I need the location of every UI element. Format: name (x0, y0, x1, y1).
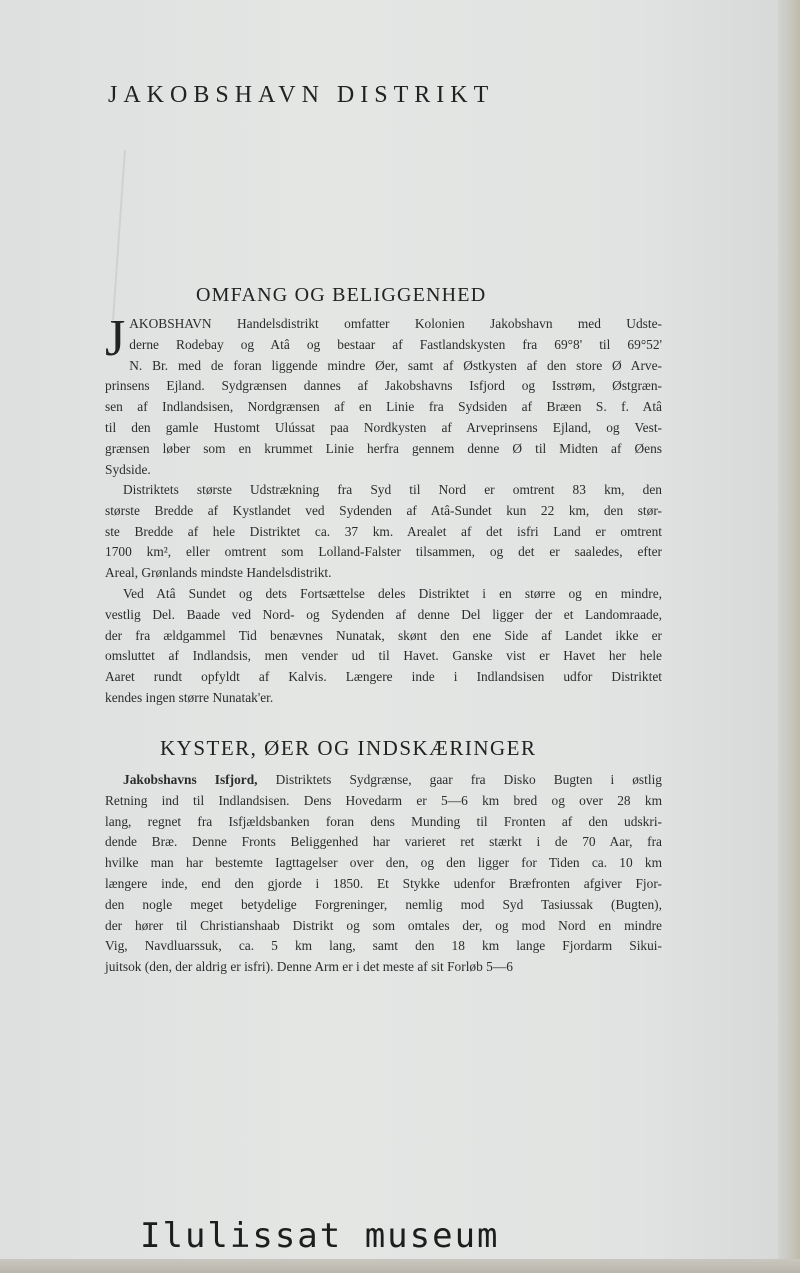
text-line: prinsens Ejland. Sydgrænsen dannes af Jakobshavns Isfjord og Isstrøm, Østgræn- (105, 378, 662, 394)
text-line: der fra ældgammel Tid benævnes Nunatak, skønt den ene Side af Landet ikke er (105, 627, 662, 643)
section-heading-omfang: OMFANG OG BELIGGENHED (196, 284, 487, 306)
text-line: hvilke man har bestemte Iagttagelser over den, og den ligger for Tiden ca. 10 km (105, 855, 662, 871)
paragraph-omfang-2 (105, 480, 662, 584)
drop-cap: J (105, 310, 126, 367)
text-line: der hører til Christianshaab Distrikt og som omtales der, og mod Nord en mindre (105, 917, 662, 933)
text-line: kendes ingen større Nunatak'er. (105, 689, 274, 705)
text-line: Distriktets største Udstrækning fra Syd til Nord er omtrent 83 km, den (123, 482, 662, 497)
text-line: Retning ind til Indlandsisen. Dens Hovedarm er 5—6 km bred og over 28 km (105, 792, 662, 808)
paper-crease (112, 150, 126, 320)
text-line: 1700 km², eller omtrent som Lolland-Falster tilsammen, og det er saaledes, efter (105, 544, 662, 560)
text-line: N. Br. med de foran liggende mindre Øer, samt af Østkysten af den store Ø Arve- (129, 357, 662, 373)
paragraph-omfang-1 (105, 310, 662, 480)
text-line: grænsen løber som en krummet Linie herfra gennem denne Ø til Midten af Øens (105, 440, 662, 456)
text-line: Areal, Grønlands mindste Handelsdistrikt. (105, 565, 332, 581)
museum-label: Ilulissat museum (140, 1216, 500, 1256)
document-title: JAKOBSHAVN DISTRIKT (108, 82, 495, 108)
text-line: længere inde, end den gjorde i 1850. Et Stykke udenfor Bræfronten afgiver Fjor- (105, 875, 662, 891)
text-line: Sydside. (105, 461, 151, 477)
paragraph-omfang-3 (105, 584, 662, 709)
page-edge (778, 0, 800, 1273)
text-line: AKOBSHAVN Handelsdistrikt omfatter Kolonien Jakobshavn med Udste- (129, 316, 662, 331)
text-line: den nogle meget betydelige Forgreninger, nemlig mod Syd Tasiussak (Bugten), (105, 896, 662, 912)
text-line: derne Rodebay og Atâ og bestaar af Fastlandskysten fra 69°8' til 69°52' (129, 336, 662, 352)
lead-rest: Distriktets Sydgrænse, gaar fra Disko Bugten i østlig (257, 772, 662, 787)
section-heading-kyster: KYSTER, ØER OG INDSKÆRINGER (160, 736, 537, 760)
text-line: juitsok (den, der aldrig er isfri). Denne Arm er i det meste af sit Forløb 5—6 (105, 959, 513, 975)
page-bottom-edge (0, 1259, 800, 1273)
text-line: lang, regnet fra Isfjældsbanken foran dens Munding til Fronten af den udskri- (105, 813, 662, 829)
text-line: til den gamle Hustomt Ulússat paa Nordkysten af Arveprinsens Ejland, og Vest- (105, 419, 662, 435)
text-line: omsluttet af Indlandsis, men vender ud til Havet. Ganske vist er Havet her hele (105, 648, 662, 664)
text-line: sen af Indlandsisen, Nordgrænsen af en Linie fra Sydsiden af Bræen S. f. Atâ (105, 399, 662, 415)
text-line: største Bredde af Kystlandet ved Sydenden af Atâ-Sundet kun 22 km, den stør- (105, 502, 662, 518)
text-line: vestlig Del. Baade ved Nord- og Sydenden af denne Del ligger der et Landomraade, (105, 606, 662, 622)
text-line: ste Bredde af hele Distriktet ca. 37 km. Arealet af det isfri Land er omtrent (105, 523, 662, 539)
text-line: Aaret rundt opfyldt af Kalvis. Længere inde i Indlandsisen udfor Distriktet (105, 669, 662, 685)
text-line: Ved Atâ Sundet og dets Fortsættelse deles Distriktet i en større og en mindre, (123, 586, 662, 601)
text-line-lead (105, 770, 662, 791)
paragraph-kyster-1 (105, 770, 662, 978)
text-line: dende Bræ. Denne Fronts Beliggenhed har varieret ret stærkt i de 70 Aar, fra (105, 834, 662, 850)
lead-bold-term: Jakobshavns Isfjord, (123, 772, 258, 787)
text-line: Vig, Navdluarssuk, ca. 5 km lang, samt den 18 km lange Fjordarm Sikui- (105, 938, 662, 954)
